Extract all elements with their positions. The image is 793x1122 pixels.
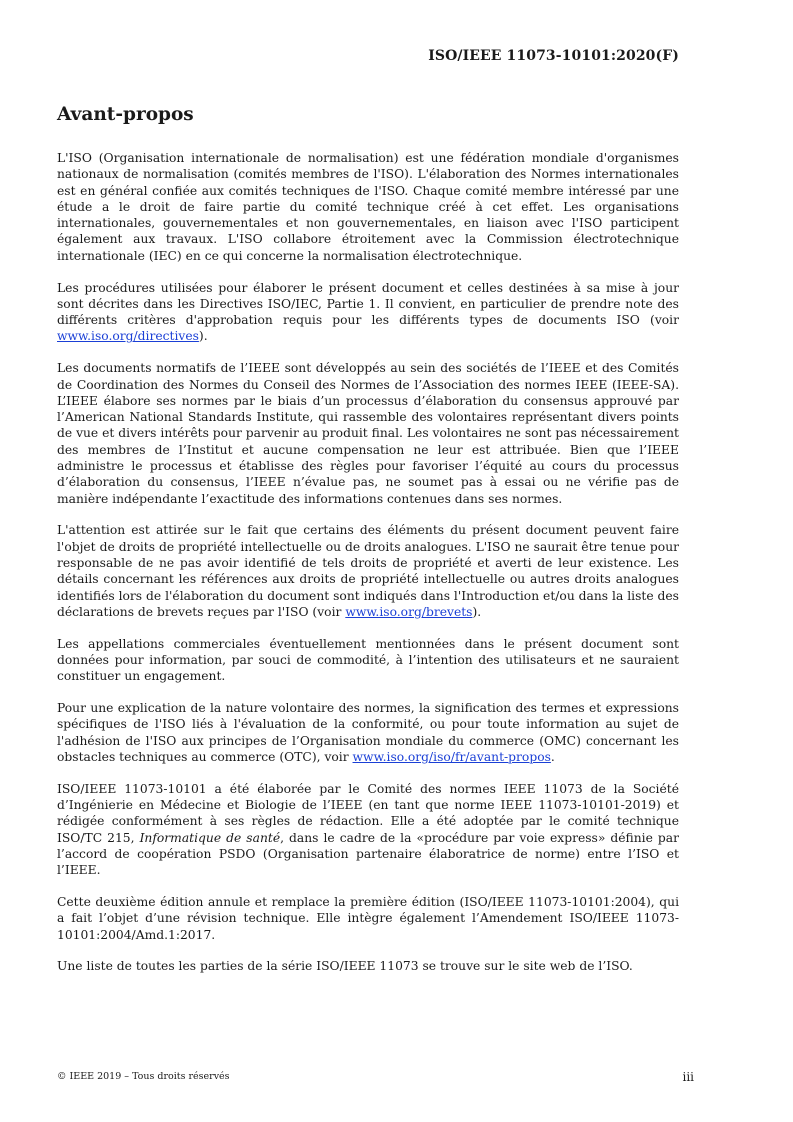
committee-title: Informatique de santé xyxy=(139,830,281,845)
paragraph-text: Pour une explication de la nature volontaire des normes, la signification des termes et expressions spécifiques de l'ISO liés à l'évaluation de la conformité, ou pour toute information au sujet de l'adhésion de l'ISO aux principes de l’Organisation mondiale du commerce (OMC) concernant les obstacles techniques au commerce (OTC), voir xyxy=(57,701,679,764)
paragraph-text: ). xyxy=(472,604,482,619)
paragraph-text: ISO/IEEE 11073-10101 a été élaborée par le Comité des normes IEEE 11073 de la Société d’Ingénierie en Médecine et Biologie de l’IEEE (en tant que norme IEEE 11073-10101-2019) et rédigée conformément à ses règles de rédaction. Elle a été adoptée par le comité technique ISO/TC 215, xyxy=(57,781,679,845)
paragraph-text: ). xyxy=(198,329,208,344)
paragraph-iso-intro: L'ISO (Organisation internationale de normalisation) est une fédération mondiale d'organismes nationaux de normalisation (comités membres de l'ISO). L'élaboration des Normes internationales est en général confiée aux comités techniques de l'ISO. Chaque comité membre intéressé par une étude a le droit de faire partie du comité technique créé à cet effet. Les organisations internationales, gouvernementales et non gouvernementales, en liaison avec l'ISO participent également aux travaux. L'ISO collabore étroitement avec la Commission électrotechnique internationale (IEC) en ce qui concerne la normalisation électrotechnique. xyxy=(57,151,679,263)
paragraph-procedures xyxy=(57,280,679,345)
paragraph-voluntary-nature xyxy=(57,700,679,765)
document-reference: ISO/IEEE 11073-10101:2020(F) xyxy=(428,48,679,64)
paragraph-text: L'attention est attirée sur le fait que certains des éléments du présent document peuvent faire l'objet de droits de propriété intellectuelle ou de droits analogues. L'ISO ne saurait être tenue pour responsable de ne pas avoir identifié de tels droits de propriété et averti de leur existence. Les détails concernant les références aux droits de propriété intellectuelle ou autres droits analogues identifiés lors de l'élaboration du document sont indiqués dans l'Introduction et/ou dans la liste des déclarations de brevets reçues par l'ISO (voir xyxy=(57,523,679,619)
paragraph-preparation xyxy=(57,781,679,879)
paragraph-series-list: Une liste de toutes les parties de la série ISO/IEEE 11073 se trouve sur le site web de l’ISO. xyxy=(57,959,633,974)
directives-link[interactable]: www.iso.org/directives xyxy=(57,329,199,344)
copyright-notice: © IEEE 2019 – Tous droits réservés xyxy=(57,1071,230,1082)
foreword-link[interactable]: www.iso.org/iso/fr/avant-propos xyxy=(352,750,551,764)
page-number: iii xyxy=(682,1070,694,1084)
paragraph-patents xyxy=(57,522,679,620)
paragraph-text: . xyxy=(550,750,555,764)
page-title: Avant-propos xyxy=(57,104,194,125)
paragraph-ieee-documents: Les documents normatifs de l’IEEE sont développés au sein des sociétés de l’IEEE et des Comités de Coordination des Normes du Conseil des Normes de l’Association des normes IEEE (IEEE-SA). L’IEEE élabore ses normes par le biais d’un processus d’élaboration du consensus approuvé par l’American National Standards Institute, qui rassemble des volontaires représentant divers points de vue et divers intérêts pour parvenir au produit final. Les volontaires ne sont pas nécessairement des membres de l’Institut et aucune compensation ne leur est attribuée. Bien que l’IEEE administre le processus et établisse des règles pour favoriser l’équité au cours du processus d’élaboration du consensus, l’IEEE n’évalue pas, ne soumet pas à essai ou ne vérifie pas de manière indépendante l’exactitude des informations contenues dans ses normes. xyxy=(57,361,679,506)
paragraph-text: Les procédures utilisées pour élaborer le présent document et celles destinées à sa mise à jour sont décrites dans les Directives ISO/IEC, Partie 1. Il convient, en particulier de prendre note des différents critères d'approbation requis pour les différents types de documents ISO (voir xyxy=(57,280,679,328)
paragraph-text: , dans le cadre de la «procédure par voie express» définie par l’accord de coopération PSDO (Organisation partenaire élaboratrice de norme) entre l’ISO et l’IEEE. xyxy=(57,830,679,878)
paragraph-edition: Cette deuxième édition annule et remplace la première édition (ISO/IEEE 11073-10101:2004), qui a fait l’objet d’une révision technique. Elle intègre également l’Amendement ISO/IEEE 11073-10101:2004/Amd.1:2017. xyxy=(57,895,679,942)
body-text xyxy=(57,150,679,990)
patents-link[interactable]: www.iso.org/brevets xyxy=(345,604,473,619)
paragraph-trade-names: Les appellations commerciales éventuellement mentionnées dans le présent document sont données pour information, par souci de commodité, à l’intention des utilisateurs et ne sauraient constituer un engagement. xyxy=(57,636,679,684)
